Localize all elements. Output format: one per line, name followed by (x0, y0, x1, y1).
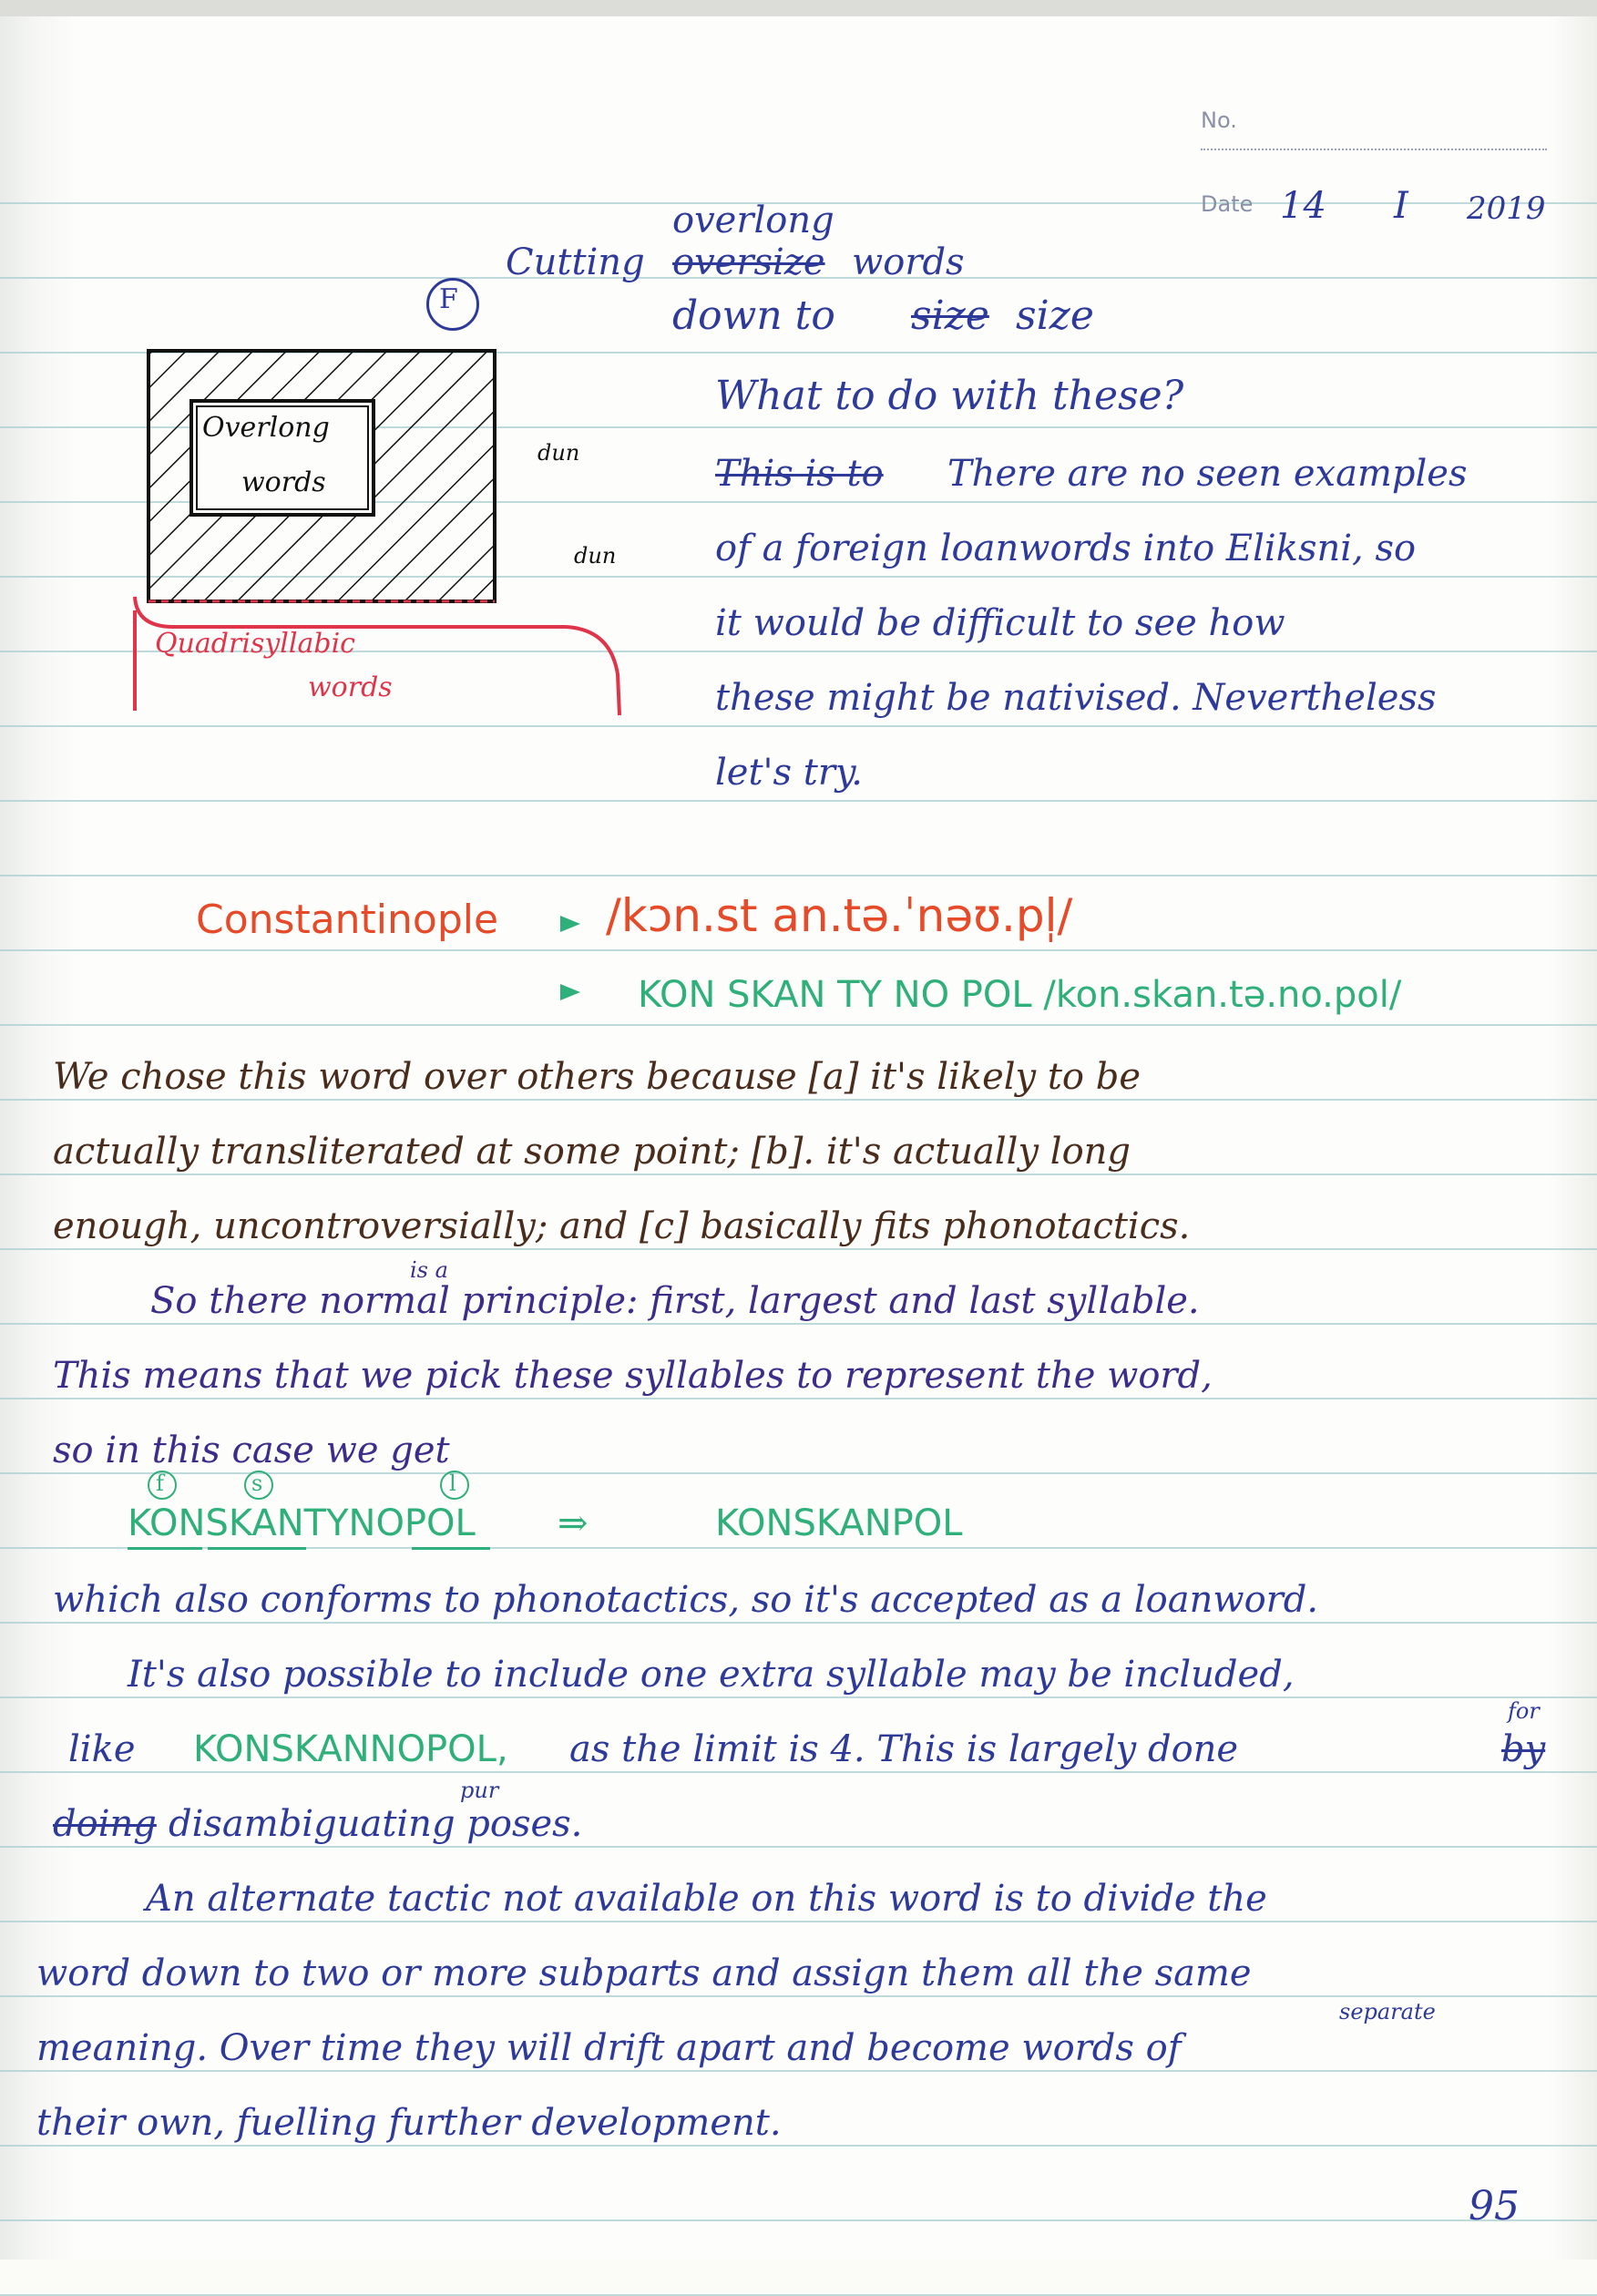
mark-largest-letter: s (251, 1471, 263, 1496)
p4-line-3: disambiguating poses. (169, 1803, 583, 1845)
section-marker-letter: F (439, 283, 458, 315)
mark-last-letter: l (449, 1471, 456, 1496)
p1-line-3: enough, uncontroversially; and [c] basically fits phonotactics. (53, 1205, 1191, 1247)
p2-line-2: This means that we pick these syllables to represent the word, (53, 1355, 1213, 1397)
p4-correction-2: pur (460, 1778, 499, 1803)
underline-pol (412, 1547, 490, 1550)
diagram-dun-bottom: dun (574, 543, 617, 569)
title-line2-size: size (1016, 292, 1094, 339)
title-word-cutting: Cutting (506, 241, 645, 283)
arrow-icon (560, 984, 580, 1000)
p4-line-2-b: as the limit is 4. This is largely done (569, 1728, 1239, 1770)
p4-line-2-a: like (68, 1728, 136, 1770)
bracket-label-1: Quadrisyllabic (155, 628, 355, 660)
example-ipa: /kɔn.st an.tə.ˈnəʊ.pl̩/ (606, 889, 1073, 942)
date-year: 2019 (1467, 190, 1546, 227)
p5-line-4: their own, fuelling further development. (36, 2102, 782, 2144)
p1-line-2: actually transliterated at some point; [b]. it's actually long (53, 1131, 1131, 1173)
title-correction: overlong (672, 200, 834, 241)
p2-line-3: so in this case we get (53, 1430, 450, 1471)
diagram-dun-top: dun (537, 440, 580, 466)
derivation-source: KONSKANTYNOPOL (128, 1502, 476, 1544)
intro-line-4: these might be nativised. Nevertheless (715, 677, 1437, 719)
diagram-box-label-1: Overlong (202, 412, 330, 444)
p4-line-1: It's also possible to include one extra syllable may be included, (128, 1654, 1295, 1696)
underline-kon (128, 1547, 202, 1550)
p4-example-word: KONSKANNOPOL, (193, 1728, 508, 1770)
p3-line-1: which also conforms to phonotactics, so it's accepted as a loanword. (53, 1579, 1319, 1621)
arrow-icon (560, 916, 580, 932)
p5-line-1: An alternate tactic not available on this word is to divide the (146, 1878, 1267, 1920)
p4-correction: for (1508, 1698, 1540, 1724)
intro-heading: What to do with these? (715, 373, 1184, 419)
intro-line-2: of a foreign loanwords into Eliksni, so (715, 528, 1417, 569)
p5-correction: separate (1339, 1999, 1436, 2024)
date-month: I (1394, 185, 1408, 227)
diagram-box-label-2: words (241, 466, 326, 498)
page-number: 95 (1469, 2183, 1520, 2229)
title-word-words: words (852, 241, 965, 283)
intro-line-3: it would be difficult to see how (715, 602, 1285, 644)
date-label: Date (1201, 191, 1254, 217)
p4-line-3-struck: doing (53, 1803, 157, 1845)
example-word: Constantinople (196, 897, 499, 943)
intro-struck: This is to (715, 453, 884, 495)
derivation-arrow: ⇒ (558, 1502, 589, 1544)
example-transliteration: KON SKAN TY NO POL /kon.skan.tə.no.pol/ (638, 974, 1402, 1016)
bracket-label-2: words (308, 671, 393, 703)
p2-correction: is a (410, 1257, 448, 1283)
no-label: No. (1201, 108, 1237, 133)
p1-line-1: We chose this word over others because [a] it's likely to be (53, 1056, 1141, 1098)
p4-line-2-struck: by (1501, 1728, 1546, 1770)
title-struck-word: oversize (672, 241, 825, 283)
p2-line-1: So there normal principle: first, largest and last syllable. (150, 1280, 1200, 1322)
date-day: 14 (1280, 185, 1326, 227)
mark-first-letter: f (156, 1471, 164, 1496)
derivation-result: KONSKANPOL (715, 1502, 963, 1544)
intro-line-1: There are no seen examples (947, 453, 1468, 495)
p5-line-3: meaning. Over time they will drift apart and become words of (36, 2027, 1182, 2069)
intro-line-5: let's try. (715, 752, 863, 794)
title-line2: down to (672, 292, 835, 339)
p5-line-2: word down to two or more subparts and assign them all the same (36, 1953, 1252, 1994)
title-line2-struck: size (911, 292, 989, 339)
underline-skan (208, 1547, 306, 1550)
